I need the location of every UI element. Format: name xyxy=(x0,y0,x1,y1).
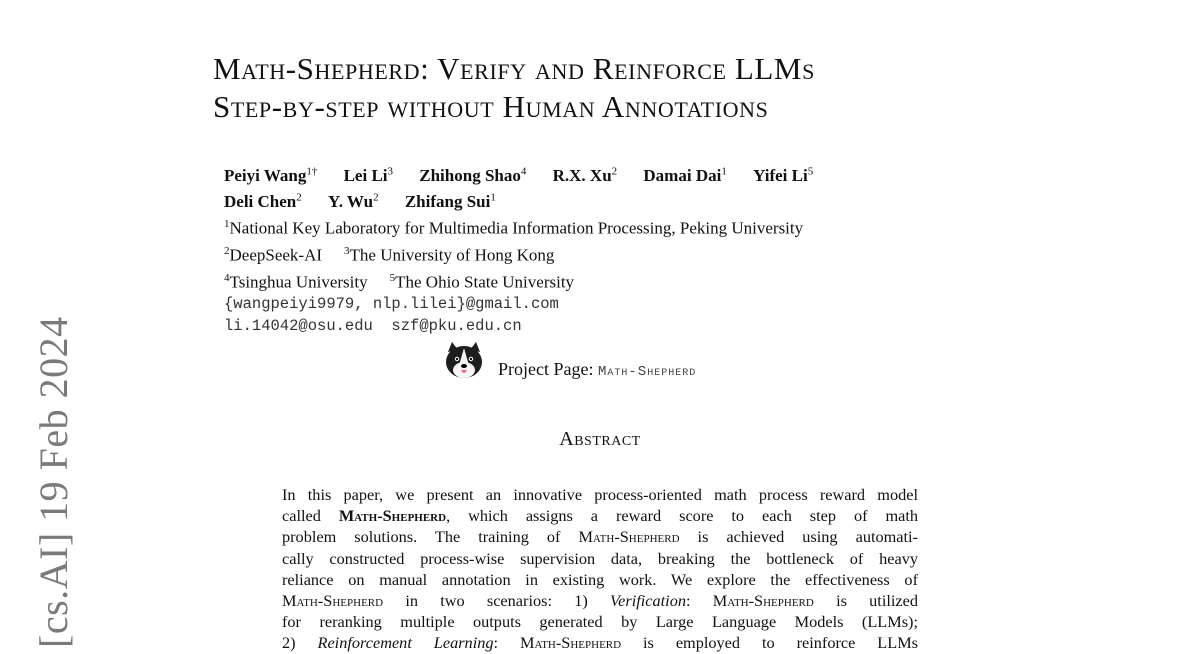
author-row-2 xyxy=(224,187,835,214)
author: Zhifang Sui$^1$ xyxy=(404,191,496,212)
abstract-body xyxy=(282,484,918,654)
arxiv-identifier: [cs.AI] 19 Feb 2024 xyxy=(31,316,76,648)
arxiv-stamp xyxy=(22,316,82,648)
author: Y. Wu$^2$ xyxy=(328,191,379,212)
author: Yifei Li$^5$ xyxy=(753,165,814,185)
abstract-line: 2) Reinforcement Learning: Math-Shepherd is employed to reinforce LLMs xyxy=(282,633,919,653)
affiliation-line: $^4$Tsinghua University $^5$The Ohio State University xyxy=(224,271,575,292)
abstract-line: for reranking multiple outputs generated by Large Language Models (LLMs); xyxy=(282,612,918,632)
author: Lei Li$^3$ xyxy=(343,165,394,185)
abstract-line: cally constructed process-wise supervision data, breaking the bottleneck of heavy xyxy=(282,548,918,568)
abstract-line: In this paper, we present an innovative process-oriented math process reward model xyxy=(282,485,918,504)
project-page-link[interactable]: Math-Shepherd xyxy=(597,364,697,380)
author: Zhihong Shao$^4$ xyxy=(419,165,527,185)
project-page xyxy=(442,340,696,380)
author-block xyxy=(224,160,835,337)
paper-title xyxy=(213,50,1113,126)
author: Damai Dai$^1$ xyxy=(643,165,727,185)
author: Deli Chen$^2$ xyxy=(224,191,302,212)
title-line-2: Step-by-step without Human Annotations xyxy=(213,89,769,124)
affiliation-line: $^1$National Key Laboratory for Multimedia Information Processing, Peking University xyxy=(224,218,804,238)
author: Peiyi Wang$^{1\dagger}$ xyxy=(224,165,318,185)
author: R.X. Xu$^2$ xyxy=(552,165,618,185)
abstract-line: reliance on manual annotation in existing work. We explore the effectiveness of xyxy=(282,569,918,589)
abstract-heading: Abstract xyxy=(559,428,641,450)
email-line-1: {wangpeiyi9979, nlp.lilei}@gmail.com xyxy=(224,295,559,314)
project-page-text: Project Page: Math-Shepherd xyxy=(498,359,697,380)
email-line-2: li.14042@osu.edu szf@pku.edu.cn xyxy=(224,317,522,336)
affiliation-line: $^2$DeepSeek-AI $^3$The University of Hong Kong xyxy=(224,244,555,265)
abstract-line: called Math-Shepherd, which assigns a reward score to each step of math xyxy=(282,506,919,526)
title-line-1: Math-Shepherd: Verify and Reinforce LLMs xyxy=(213,51,815,86)
abstract-line: Math-Shepherd in two scenarios: 1) Verification: Math-Shepherd is utilized xyxy=(282,590,918,610)
author-row-1 xyxy=(224,160,835,187)
shepherd-dog-icon xyxy=(442,340,486,380)
abstract-line: problem solutions. The training of Math-Shepherd is achieved using automati- xyxy=(282,527,918,547)
